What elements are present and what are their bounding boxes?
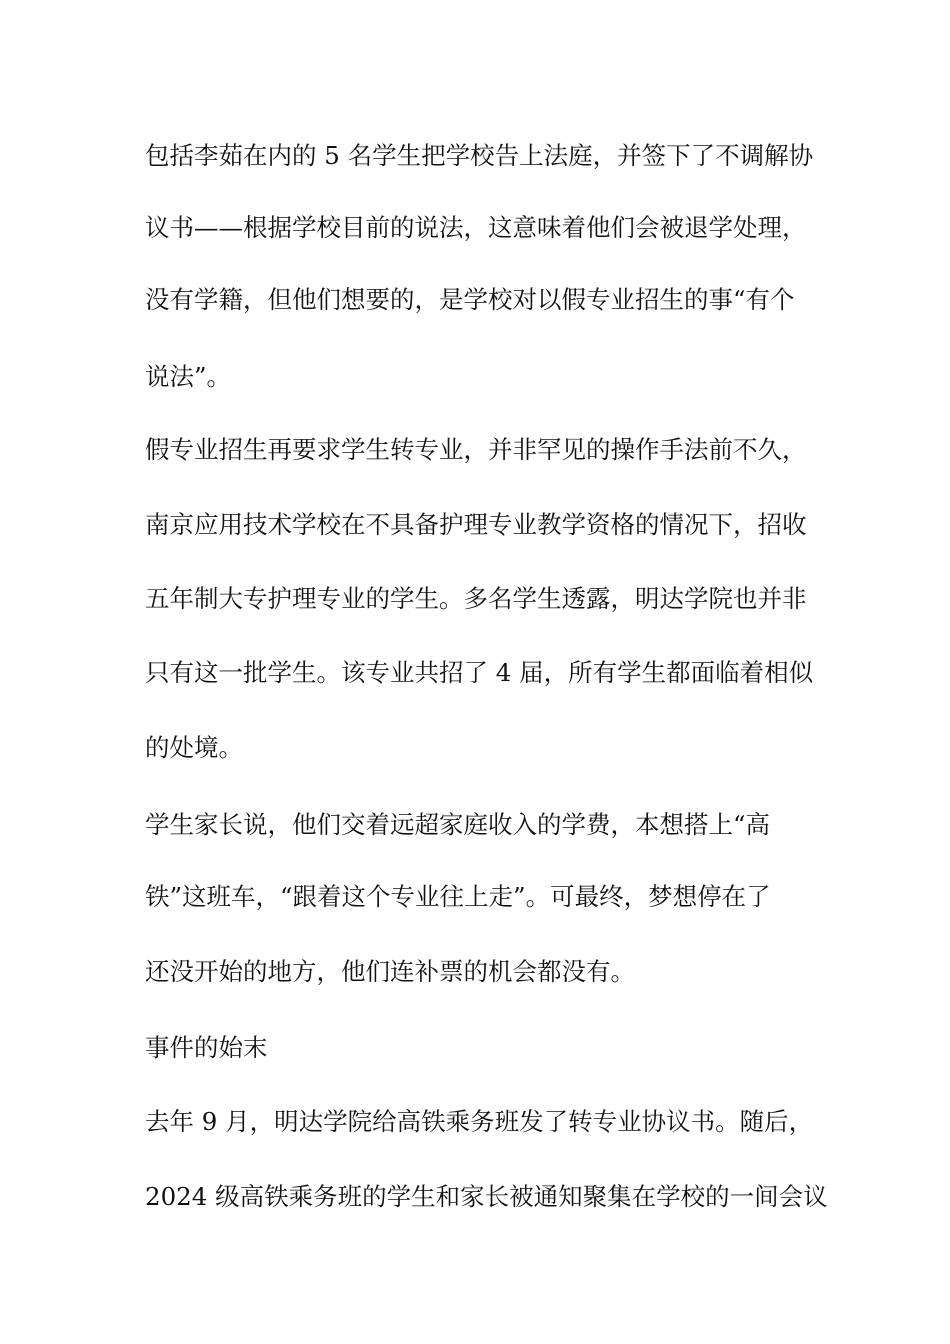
- section-heading: 事件的始末: [145, 1033, 268, 1062]
- text-line: 学生家长说，他们交着远超家庭收入的学费，本想搭上“高: [145, 810, 771, 839]
- text-line: 五年制大专护理专业的学生。多名学生透露，明达学院也并非: [145, 584, 807, 613]
- text-line: 只有这一批学生。该专业共招了 4 届，所有学生都面临着相似: [145, 658, 814, 687]
- text-line: 没有学籍，但他们想要的，是学校对以假专业招生的事“有个: [145, 285, 795, 314]
- text-line: 说法”。: [145, 362, 232, 391]
- text-line: 铁”这班车，“跟着这个专业往上走”。可最终，梦想停在了: [145, 882, 771, 911]
- text-line: 包括李茹在内的 5 名学生把学校告上法庭，并签下了不调解协: [145, 141, 814, 170]
- text-line: 2024 级高铁乘务班的学生和家长被通知聚集在学校的一间会议: [145, 1182, 828, 1211]
- text-line: 去年 9 月，明达学院给高铁乘务班发了转专业协议书。随后，: [145, 1107, 814, 1136]
- text-line: 的处境。: [145, 733, 243, 762]
- text-line: 南京应用技术学校在不具备护理专业教学资格的情况下，招收: [145, 510, 807, 539]
- text-line: 还没开始的地方，他们连补票的机会都没有。: [145, 957, 635, 986]
- text-line: 议书——根据学校目前的说法，这意味着他们会被退学处理，: [145, 213, 807, 242]
- text-line: 假专业招生再要求学生转专业，并非罕见的操作手法前不久，: [145, 435, 807, 464]
